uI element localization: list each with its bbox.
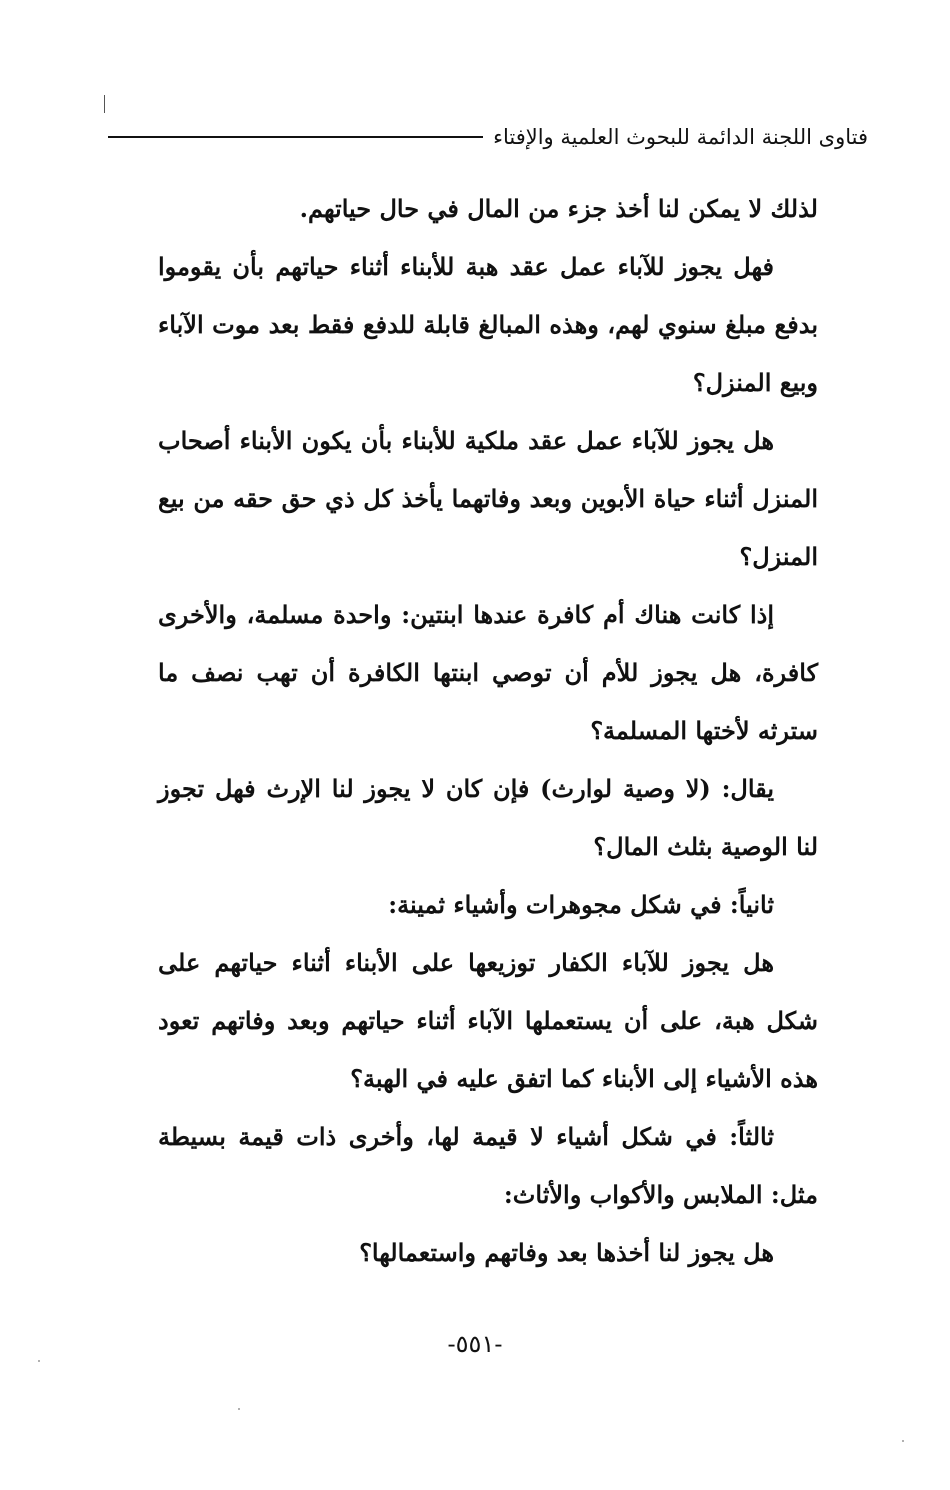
paragraph: فهل يجوز للآباء عمل عقد هبة للأبناء أثناء حياتهم بأن يقوموا بدفع مبلغ سنوي لهم، وهذه المبالغ قابلة للدفع فقط بعد موت الآباء وبيع المنزل؟	[158, 252, 818, 397]
paragraph: إذا كانت هناك أم كافرة عندها ابنتين: واحدة مسلمة، والأخرى كافرة، هل يجوز للأم أن توصي ابنتها الكافرة أن تهب نصف ما سترثه لأختها المسلمة؟	[158, 600, 818, 745]
paragraph: هل يجوز لنا أخذها بعد وفاتهم واستعمالها؟	[359, 1238, 774, 1267]
paragraph: يقال: (لا وصية لوارث) فإن كان لا يجوز لنا الإرث فهل تجوز لنا الوصية بثلث المال؟	[158, 774, 818, 861]
scan-speck	[902, 1440, 904, 1442]
page-number: -٥٥١-	[447, 1330, 503, 1358]
header-title: فتاوى اللجنة الدائمة للبحوث العلمية والإفتاء	[493, 124, 868, 149]
section-heading-second: ثانياً: في شكل مجوهرات وأشياء ثمينة:	[388, 890, 774, 919]
body-text	[158, 180, 818, 1282]
paragraph: هل يجوز للآباء الكفار توزيعها على الأبناء أثناء حياتهم على شكل هبة، على أن يستعملها الآباء أثناء حياتهم وبعد وفاتهم تعود هذه الأشياء إلى الأبناء كما اتفق عليه في الهبة؟	[158, 948, 818, 1093]
paragraph: لذلك لا يمكن لنا أخذ جزء من المال في حال حياتهم.	[299, 194, 818, 223]
margin-tick-mark	[104, 95, 105, 113]
section-heading-third: ثالثاً: في شكل أشياء لا قيمة لها، وأخرى ذات قيمة بسيطة مثل: الملابس والأكواب والأثاث:	[158, 1122, 818, 1209]
scan-speck	[38, 1360, 40, 1362]
scan-speck	[238, 1408, 240, 1410]
paragraph: هل يجوز للآباء عمل عقد ملكية للأبناء بأن يكون الأبناء أصحاب المنزل أثناء حياة الأبوين وبعد وفاتهما يأخذ كل ذي حق حقه من بيع المنزل؟	[158, 426, 818, 571]
header-rule	[108, 136, 483, 138]
running-header	[108, 112, 868, 152]
